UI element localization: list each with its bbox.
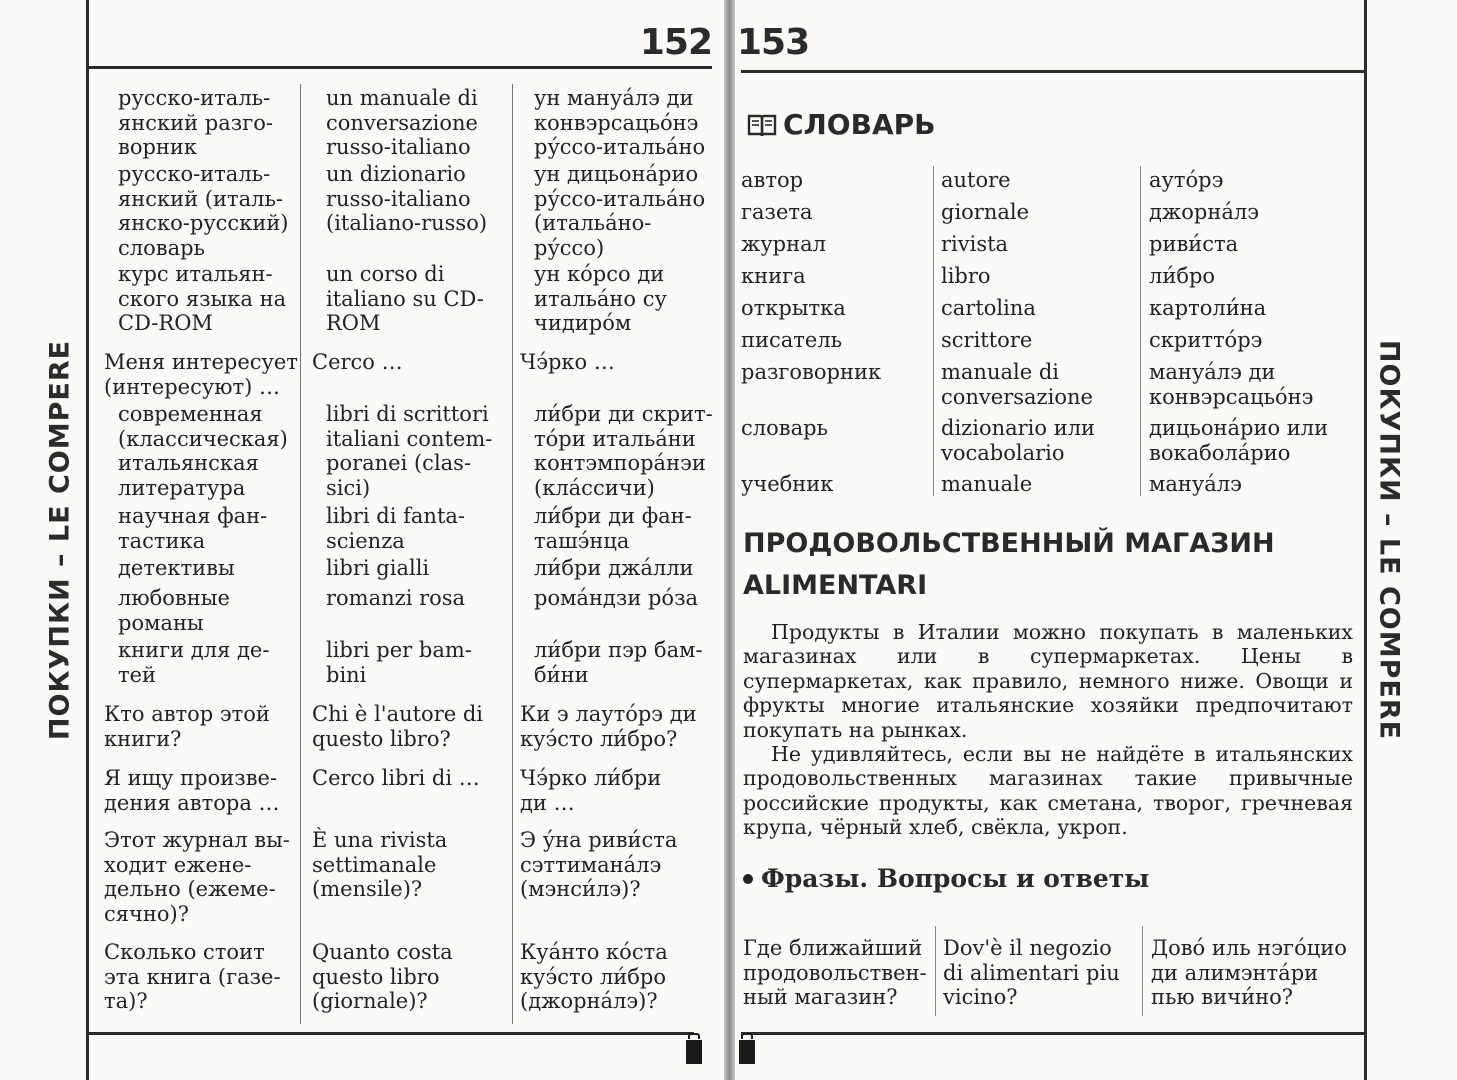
cell-text: un manuale di — [326, 86, 478, 110]
side-label-right: ПОКУПКИ – LE COMPERE — [1373, 339, 1405, 741]
cell-text: ун мануа́лэ ди — [534, 86, 694, 110]
cell-text: dizionario или — [941, 416, 1096, 440]
cell-text: bini — [326, 662, 367, 687]
cell-text: Ки э лауто́рэ ди — [520, 702, 697, 726]
cell-text: ун ко́рсо ди — [534, 262, 665, 286]
cell-text: конвэрсацьо́нэ — [534, 110, 699, 135]
cell-text: Меня интересует — [104, 350, 298, 374]
cell-text: ли́бро — [1149, 264, 1216, 288]
cell-text: конвэрсацьо́нэ — [1149, 384, 1314, 409]
cell-text: (giornale)? — [312, 989, 428, 1013]
cell-text: дельно (ежеме- — [104, 877, 276, 901]
cell-text: ру́ссо-итальа́но — [534, 186, 706, 211]
cell-text: Cerco libri di … — [312, 766, 480, 790]
right-bottom-rule — [741, 1032, 1367, 1035]
cell-text: russo-italiano — [326, 186, 471, 211]
cell-text: (классическая) — [118, 426, 288, 451]
cell-text: ли́бри джа́лли — [534, 556, 694, 580]
cell-text: questo libro — [312, 964, 440, 989]
cell-text: ди алимэнта́ри — [1151, 960, 1319, 985]
left-top-rule — [86, 66, 712, 69]
cell-text: автор — [741, 168, 804, 192]
column-divider — [512, 84, 513, 1024]
cell-text: vocabolario — [941, 440, 1065, 465]
gift-icon — [739, 1040, 755, 1064]
cell-text: manuale — [941, 472, 1033, 496]
cell-text: (кла́ссичи) — [534, 475, 655, 500]
cell-text: italiano su CD- — [326, 286, 484, 311]
cell-text: скритто́рэ — [1149, 328, 1263, 352]
cell-text: ташэ́нца — [534, 528, 630, 553]
cell-text: romanzi rosa — [326, 586, 466, 610]
cell-text: контэмпора́нэи — [534, 451, 706, 475]
column-divider — [933, 166, 934, 496]
cell-text: ный магазин? — [743, 985, 898, 1009]
cell-text: ского языка на — [118, 286, 287, 311]
cell-text: куэ́сто ли́бро — [520, 964, 667, 989]
cell-text: Cerco … — [312, 350, 403, 374]
cell-text: Chi è l'autore di — [312, 702, 484, 726]
cell-text: журнал — [741, 232, 826, 256]
cell-text: libri di scrittori — [326, 402, 489, 426]
cell-text: settimanale — [312, 852, 437, 877]
cell-text: открытка — [741, 296, 846, 320]
cell-text: (мэнси́лэ)? — [520, 877, 641, 901]
cell-text: янский (италь- — [118, 186, 283, 211]
cell-text: Quanto costa — [312, 940, 453, 964]
cell-text: би́ни — [534, 662, 589, 687]
open-book-icon — [747, 112, 777, 138]
cell-text: scrittore — [941, 328, 1033, 352]
cell-text: книга — [741, 264, 806, 288]
cell-text: учебник — [741, 472, 834, 496]
cell-text: книги для де- — [118, 638, 270, 662]
section-title: ПРОДОВОЛЬСТВЕННЫЙ МАГАЗИН — [743, 528, 1275, 559]
cell-text: scienza — [326, 528, 405, 553]
cell-text: È una rivista — [312, 828, 448, 852]
cell-text: libro — [941, 264, 991, 288]
cell-text: ру́ссо-итальа́но — [534, 135, 706, 159]
cell-text: чидиро́м — [534, 311, 632, 335]
cell-text: янско-русский) — [118, 211, 289, 235]
cell-text: questo libro? — [312, 726, 451, 751]
left-page — [0, 0, 724, 1080]
cell-text: giornale — [941, 200, 1030, 224]
cell-text: сэттимана́лэ — [520, 852, 662, 877]
cell-text: русско-италь- — [118, 86, 271, 110]
column-divider — [1140, 166, 1141, 496]
cell-text: (джорна́лэ)? — [520, 989, 658, 1013]
cell-text: дицьона́рио или — [1149, 416, 1329, 440]
cell-text: italiani contem- — [326, 426, 493, 451]
cell-text: эта книга (газе- — [104, 964, 281, 989]
page-number-left: 152 — [639, 22, 712, 63]
gift-icon — [686, 1040, 702, 1064]
cell-text: ди … — [520, 790, 575, 815]
cell-text: ROM — [326, 311, 381, 335]
cell-text: тей — [118, 662, 157, 687]
cell-text: cartolina — [941, 296, 1036, 320]
right-page — [735, 0, 1457, 1080]
cell-text: Dov'è il negozio — [943, 936, 1112, 960]
left-bottom-rule — [86, 1032, 694, 1035]
cell-text: литература — [118, 475, 246, 500]
cell-text: manuale di — [941, 360, 1059, 384]
column-divider — [1142, 926, 1143, 1016]
cell-text: libri gialli — [326, 556, 430, 580]
book-gutter — [724, 0, 735, 1080]
cell-text: ауто́рэ — [1149, 168, 1224, 192]
cell-text: Этот журнал вы- — [104, 828, 290, 852]
cell-text: un dizionario — [326, 162, 466, 186]
cell-text: разговорник — [741, 360, 882, 384]
cell-text: сячно)? — [104, 901, 189, 926]
section-subtitle: ALIMENTARI — [743, 570, 928, 601]
cell-text: (mensile)? — [312, 877, 423, 901]
cell-text: (итальа́но- — [534, 211, 652, 235]
cell-text: дения автора … — [104, 790, 280, 815]
cell-text: итальянская — [118, 451, 259, 475]
right-frame-border — [1364, 0, 1367, 1080]
cell-text: картоли́на — [1149, 296, 1267, 320]
phrases-title: Фразы. Вопросы и ответы — [761, 864, 1150, 893]
side-label-left: ПОКУПКИ – LE COMPERE — [44, 339, 76, 741]
cell-text: курс итальян- — [118, 262, 273, 286]
cell-text: ру́ссо) — [534, 235, 605, 260]
cell-text: russo-italiano — [326, 135, 471, 159]
cell-text: Я ищу произве- — [104, 766, 278, 790]
cell-text: то́ри итальа́ни — [534, 426, 696, 451]
cell-text: научная фан- — [118, 504, 268, 528]
cell-text: conversazione — [941, 384, 1093, 409]
cell-text: (интересуют) … — [104, 374, 280, 399]
right-top-rule — [741, 70, 1367, 73]
cell-text: мануа́лэ — [1149, 472, 1242, 496]
cell-text: тастика — [118, 528, 206, 553]
cell-text: libri di fanta- — [326, 504, 466, 528]
cell-text: газета — [741, 200, 813, 224]
cell-text: vicino? — [943, 985, 1018, 1009]
cell-text: современная — [118, 402, 263, 426]
page-number-right: 153 — [737, 22, 810, 63]
intro-text — [743, 620, 1353, 840]
cell-text: ходит еженe- — [104, 852, 252, 877]
cell-text: любовные — [118, 586, 230, 610]
cell-text: ун дицьона́рио — [534, 162, 699, 186]
cell-text: словарь — [741, 416, 828, 440]
cell-text: ли́бри ди скрит- — [534, 402, 713, 426]
cell-text: conversazione — [326, 110, 478, 135]
column-divider — [300, 84, 301, 1024]
cell-text: продовольствен- — [743, 960, 927, 985]
bullet-icon — [743, 874, 753, 884]
cell-text: Сколько стоит — [104, 940, 265, 964]
dictionary-title: СЛОВАРЬ — [783, 108, 936, 141]
cell-text: Чэ́рко ли́бри — [520, 766, 662, 790]
cell-text: (italiano-russo) — [326, 211, 488, 235]
cell-text: ли́бри ди фан- — [534, 504, 692, 528]
cell-text: романы — [118, 610, 204, 635]
cell-text: CD-ROM — [118, 311, 213, 335]
cell-text: пью вичи́но? — [1151, 985, 1293, 1009]
cell-text: Чэ́рко … — [520, 350, 615, 374]
cell-text: та)? — [104, 989, 148, 1013]
cell-text: словарь — [118, 235, 205, 260]
cell-text: янский разго- — [118, 110, 273, 135]
cell-text: джорна́лэ — [1149, 200, 1259, 224]
cell-text: rivista — [941, 232, 1009, 256]
cell-text: libri per bam- — [326, 638, 472, 662]
cell-text: русско-италь- — [118, 162, 271, 186]
cell-text: Где ближайший — [743, 936, 923, 960]
cell-text: риви́ста — [1149, 232, 1239, 256]
cell-text: мануа́лэ ди — [1149, 360, 1276, 384]
cell-text: ли́бри пэр бам- — [534, 638, 703, 662]
paragraph: Продукты в Италии можно покупать в маленьких магазинах или в супермаркетах. Цены в супермаркетах, как правило, немного ниже. Овощи и фрукты многие итальянские хозяйки предпочитают покупать на рынках. — [743, 620, 1353, 742]
cell-text: ворник — [118, 135, 198, 159]
cell-text: куэ́сто ли́бро? — [520, 726, 678, 751]
cell-text: autore — [941, 168, 1011, 192]
cell-text: Кто автор этой — [104, 702, 270, 726]
cell-text: детективы — [118, 556, 235, 580]
column-divider — [935, 926, 936, 1016]
paragraph: Не удивляйтесь, если вы не найдёте в итальянских продовольственных магазинах такие привычные российские продукты, как сметана, творог, гречневая крупа, чёрный хлеб, свёкла, укроп. — [743, 742, 1353, 840]
cell-text: писатель — [741, 328, 843, 352]
cell-text: Дово́ иль нэго́цио — [1151, 936, 1347, 960]
cell-text: sici) — [326, 475, 371, 500]
cell-text: итальа́но су — [534, 286, 667, 311]
cell-text: рома́ндзи ро́за — [534, 586, 699, 610]
cell-text: poranei (clas- — [326, 451, 472, 475]
cell-text: вокаболáрио — [1149, 440, 1291, 465]
cell-text: Э у́на риви́ста — [520, 828, 678, 852]
cell-text: Куа́нто ко́ста — [520, 940, 668, 964]
cell-text: di alimentari piu — [943, 960, 1120, 985]
cell-text: un corso di — [326, 262, 445, 286]
cell-text: книги? — [104, 726, 182, 751]
